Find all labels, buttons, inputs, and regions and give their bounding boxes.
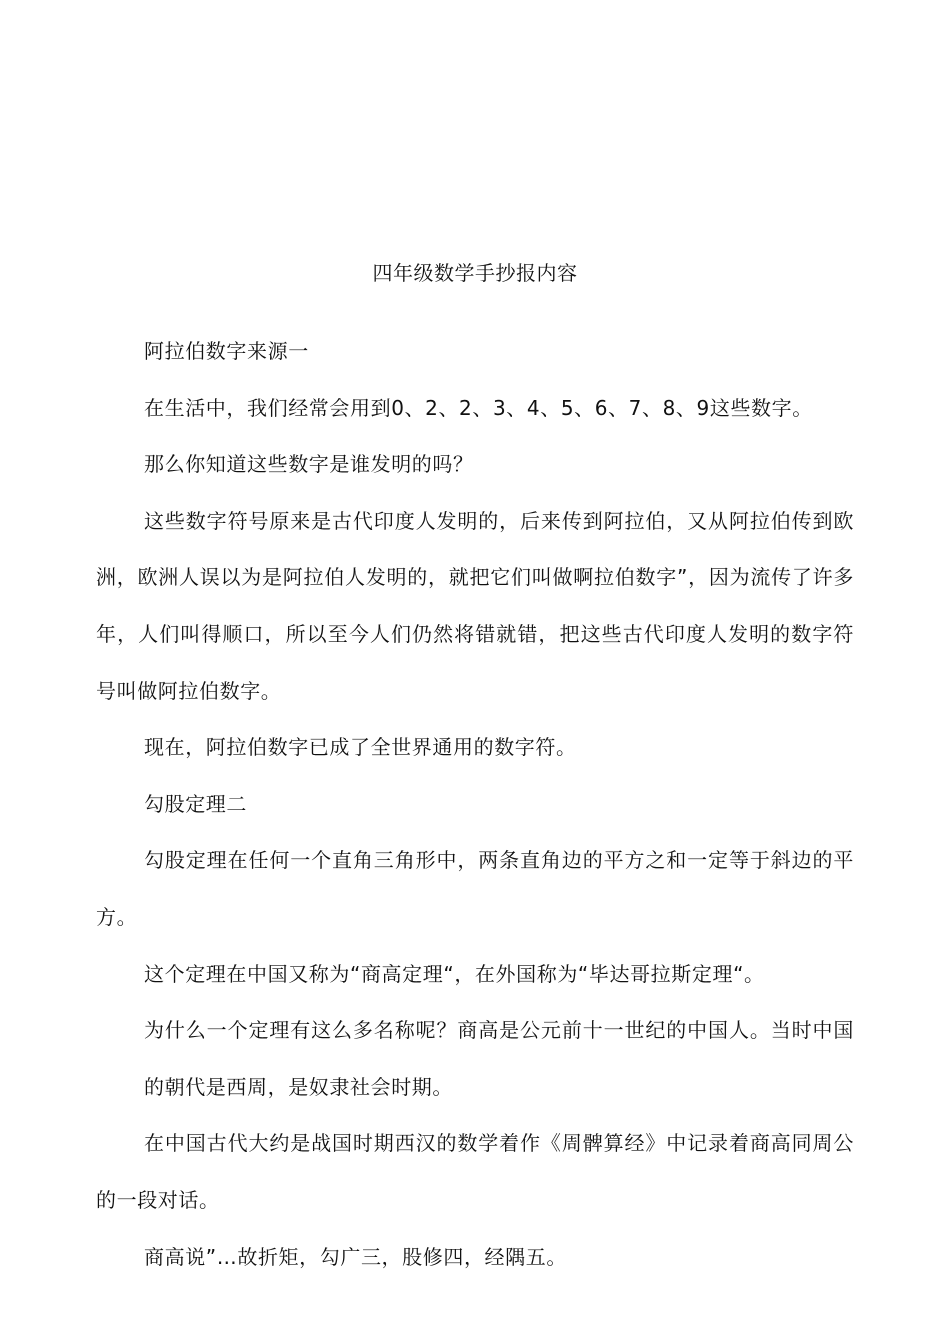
paragraph: 在中国古代大约是战国时期西汉的数学着作《周髀算经》中记录着商高同周公的一段对话。	[96, 1131, 854, 1212]
section-heading-pythagorean-theorem: 勾股定理二	[144, 791, 247, 816]
paragraph: 这些数字符号原来是古代印度人发明的，后来传到阿拉伯，又从阿拉伯传到欧洲，欧洲人误以为是阿拉伯人发明的，就把它们叫做啊拉伯数字”，因为流传了许多年，人们叫得顺口，所以至今人们仍然将错就错，把这些古代印度人发明的数字符号叫做阿拉伯数字。	[96, 508, 854, 703]
paragraph: 在生活中，我们经常会用到0、2、2、3、4、5、6、7、8、9这些数字。	[144, 395, 813, 420]
document-title: 四年级数学手抄报内容	[372, 261, 578, 285]
paragraph: 商高说”…故折矩，勾广三，股修四，经隅五。	[144, 1244, 567, 1269]
document-body	[96, 323, 854, 1285]
paragraph: 这个定理在中国又称为“商高定理“，在外国称为“毕达哥拉斯定理“。	[144, 961, 765, 986]
paragraph: 为什么一个定理有这么多名称呢？商高是公元前十一世纪的中国人。当时中国的朝代是西周，是奴隶社会时期。	[144, 1018, 854, 1099]
paragraph: 那么你知道这些数字是谁发明的吗？	[144, 452, 474, 477]
section-heading-arabic-numerals: 阿拉伯数字来源一	[144, 339, 309, 363]
paragraph: 现在，阿拉伯数字已成了全世界通用的数字符。	[144, 735, 577, 760]
paragraph: 勾股定理在任何一个直角三角形中，两条直角边的平方之和一定等于斜边的平方。	[96, 848, 854, 929]
